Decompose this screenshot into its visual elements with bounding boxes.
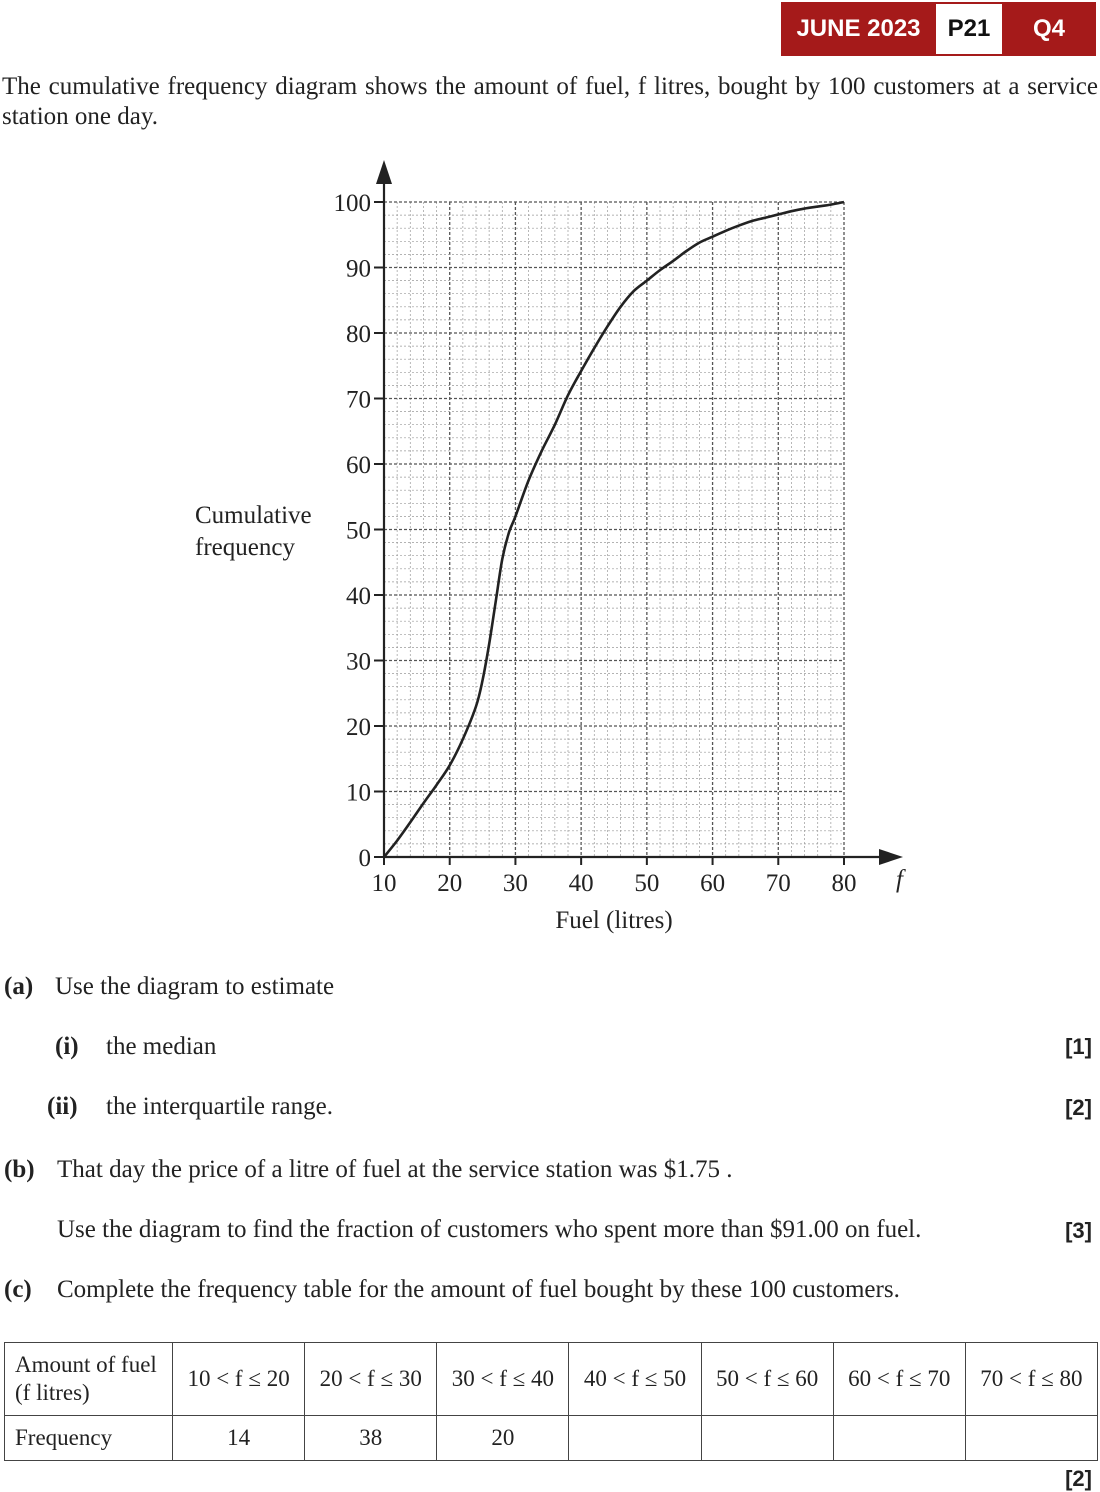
table-header-line2: (f litres) — [15, 1380, 90, 1405]
part-c-label: (c) — [4, 1276, 32, 1303]
paper-label: P21 — [936, 2, 1002, 56]
interval-cell: 30 < f ≤ 40 — [437, 1343, 569, 1416]
frequency-cell: 20 — [437, 1416, 569, 1461]
y-tick-label: 20 — [346, 714, 371, 741]
interval-cell: 20 < f ≤ 30 — [305, 1343, 437, 1416]
x-tick-label: 30 — [502, 870, 528, 897]
x-tick-label: 40 — [568, 870, 594, 897]
y-tick-label: 30 — [346, 648, 371, 676]
table-header-row — [5, 1343, 1098, 1416]
interval-cell: 70 < f ≤ 80 — [965, 1343, 1097, 1416]
part-a-i-text: the median — [106, 1033, 217, 1060]
x-axis-arrow — [879, 849, 903, 865]
part-a-ii-label: (ii) — [47, 1093, 78, 1120]
frequency-table — [4, 1342, 1098, 1461]
y-tick-label: 40 — [346, 583, 371, 610]
interval-cell: 10 < f ≤ 20 — [173, 1343, 305, 1416]
y-axis-label-line2: frequency — [195, 534, 295, 561]
part-b-marks: [3] — [1065, 1218, 1092, 1243]
part-a-ii-text: the interquartile range. — [106, 1093, 333, 1120]
frequency-cell: 38 — [305, 1416, 437, 1461]
x-axis-label: Fuel (litres) — [555, 907, 673, 934]
y-tick-label: 100 — [333, 190, 371, 217]
y-tick-label: 0 — [358, 845, 371, 872]
frequency-input-cell[interactable] — [569, 1416, 701, 1461]
y-tick-label: 50 — [346, 517, 371, 545]
frequency-cell: 14 — [173, 1416, 305, 1461]
part-c-marks: [2] — [1065, 1466, 1092, 1491]
x-axis-symbol: f — [896, 866, 903, 893]
exam-badge — [781, 2, 1096, 56]
chart-axes — [376, 160, 903, 865]
frequency-input-cell[interactable] — [833, 1416, 965, 1461]
session-label: JUNE 2023 — [781, 2, 936, 56]
part-a-i-marks: [1] — [1065, 1034, 1092, 1059]
y-axis-label-line1: Cumulative — [195, 502, 312, 529]
x-tick-label: 50 — [634, 870, 660, 897]
interval-cell: 50 < f ≤ 60 — [701, 1343, 833, 1416]
intro-text: The cumulative frequency diagram shows the amount of fuel, f litres, bought by 100 customers at a service station one day. — [2, 73, 1098, 130]
frequency-row-label: Frequency — [5, 1416, 173, 1461]
x-tick-label: 80 — [831, 870, 857, 897]
y-tick-label: 90 — [346, 255, 371, 283]
part-a-i-label: (i) — [55, 1033, 79, 1060]
part-c-text: Complete the frequency table for the amount of fuel bought by these 100 customers. — [57, 1276, 900, 1303]
frequency-input-cell[interactable] — [701, 1416, 833, 1461]
x-tick-label: 20 — [437, 870, 463, 897]
part-b-text1: That day the price of a litre of fuel at the service station was $1.75 . — [57, 1156, 733, 1183]
y-tick-label: 60 — [346, 452, 371, 479]
part-a-ii-marks: [2] — [1065, 1095, 1092, 1120]
part-a-label: (a) — [4, 973, 34, 1000]
x-tick-label: 10 — [371, 870, 397, 897]
table-frequency-row — [5, 1416, 1098, 1461]
y-tick-label: 80 — [346, 321, 371, 348]
question-label: Q4 — [1002, 2, 1096, 56]
table-header-label — [5, 1343, 173, 1416]
part-b-text2: Use the diagram to find the fraction of customers who spent more than $91.00 on fuel. — [57, 1216, 922, 1243]
table-header-line1: Amount of fuel — [15, 1352, 157, 1377]
part-a-text: Use the diagram to estimate — [55, 973, 335, 1000]
y-axis-arrow — [376, 160, 392, 184]
y-tick-label: 70 — [346, 386, 371, 414]
y-tick-label: 10 — [346, 779, 371, 807]
x-tick-label: 60 — [700, 870, 726, 897]
interval-cell: 40 < f ≤ 50 — [569, 1343, 701, 1416]
part-b-label: (b) — [4, 1156, 35, 1183]
frequency-input-cell[interactable] — [965, 1416, 1097, 1461]
x-tick-label: 70 — [765, 870, 791, 897]
interval-cell: 60 < f ≤ 70 — [833, 1343, 965, 1416]
cumulative-frequency-chart — [0, 150, 1100, 950]
